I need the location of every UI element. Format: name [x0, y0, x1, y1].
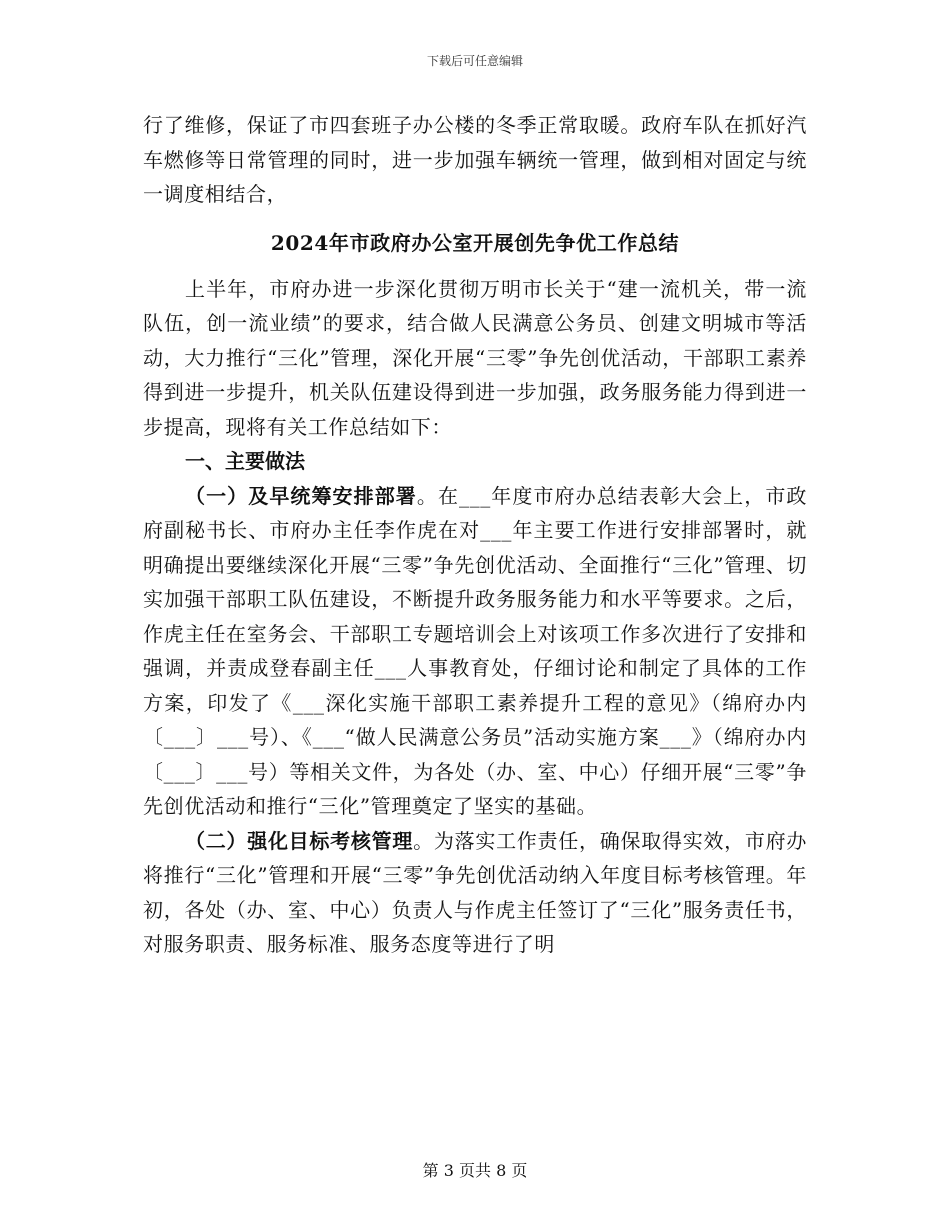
page-header-note: 下载后可任意编辑 [426, 54, 523, 68]
item-text-1: 。在___年度市府办总结表彰大会上，市政府副秘书长、市府办主任李作虎在对___年主要工作进行安排部署时，就明确提出要继续深化开展“三零”争先创优活动、全面推行“三化”管理、切实加强干部职工队伍建设，不断提升政务服务能力和水平等要求。之后，作虎主任在室务会、干部职工专题培训会上对该项工作多次进行了安排和强调，并责成登春副主任___人事教育处，仔细讨论和制定了具体的工作方案，印发了《___深化实施干部职工素养提升工程的意见》（绵府办内〔___〕___号）、《___“做人民满意公务员”活动实施方案___》（绵府办内〔___〕___号）等相关文件，为各处（办、室、中心）仔细开展“三零”争先创优活动和推行“三化”管理奠定了坚实的基础。 [143, 483, 808, 818]
item-lead-1: （一）及早统筹安排部署 [185, 483, 417, 508]
section-heading: 一、主要做法 [185, 449, 305, 473]
document-body [143, 108, 807, 962]
intro-paragraph: 上半年，市府办进一步深化贯彻万明市长关于“建一流机关，带一流队伍，创一流业绩”的要求，结合做人民满意公务员、创建文明城市等活动，大力推行“三化”管理，深化开展“三零”争先创优活动，干部职工素养得到进一步提升，机关队伍建设得到进一步加强，政务服务能力得到进一步提高，现将有关工作总结如下： [143, 276, 807, 439]
document-title: 2024年市政府办公室开展创先争优工作总结 [270, 230, 680, 255]
item-text-2: 。为落实工作责任，确保取得实效，市府办将推行“三化”管理和开展“三零”争先创优活动纳入年度目标考核管理。年初，各处（办、室、中心）负责人与作虎主任签订了“三化”服务责任书，对服务职责、服务标准、服务态度等进行了明 [143, 828, 807, 956]
item-lead-2: （二）强化目标考核管理 [185, 828, 414, 853]
page-footer: 第 3 页共 8 页 [422, 1161, 528, 1180]
item-paragraph-2 [143, 824, 807, 962]
continuation-paragraph: 行了维修，保证了市四套班子办公楼的冬季正常取暖。政府车队在抓好汽车燃修等日常管理的同时，进一步加强车辆统一管理，做到相对固定与统一调度相结合， [143, 113, 807, 206]
item-paragraph-1 [143, 479, 807, 824]
